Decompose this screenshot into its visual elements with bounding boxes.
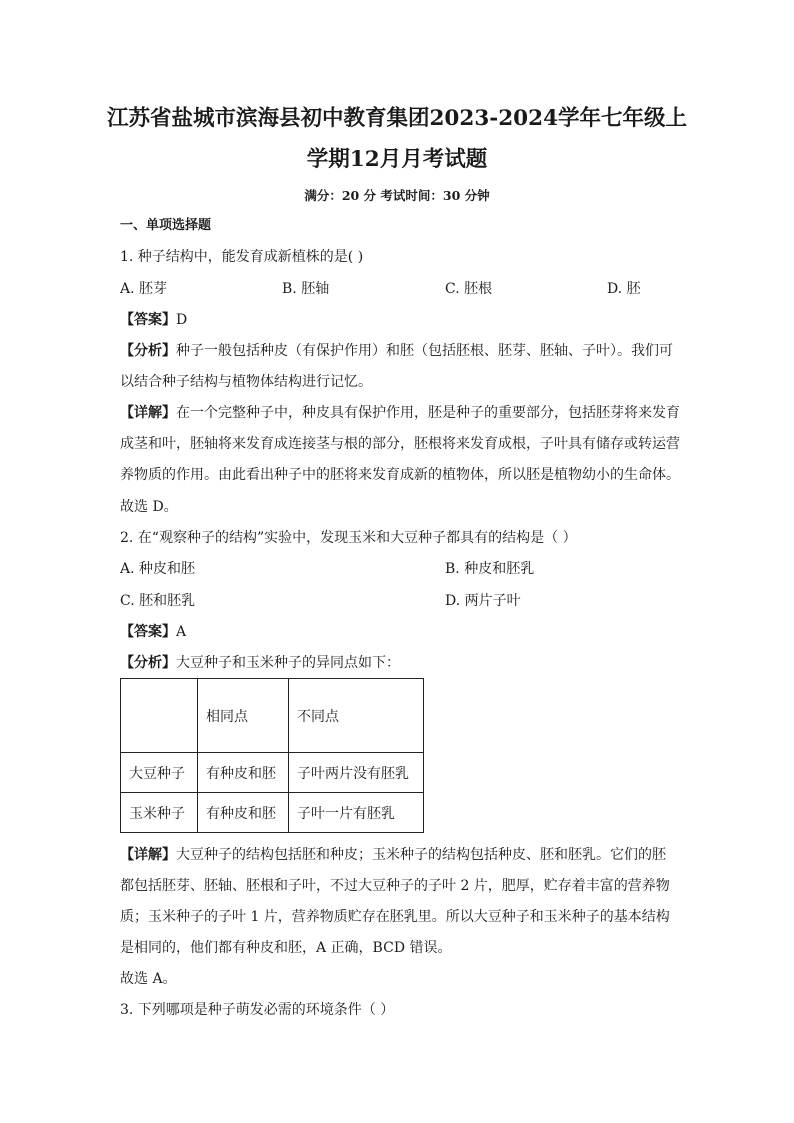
table-header-cell: 不同点 [289, 679, 424, 753]
table-cell: 子叶两片没有胚乳 [289, 753, 424, 793]
q2-detail-line-2: 都包括胚芽、胚轴、胚根和子叶，不过大豆种子的子叶 2 片，肥厚，贮存着丰富的营养物 [120, 878, 670, 894]
exam-title-line-1: 江苏省盐城市滨海县初中教育集团2023-2024学年七年级上 [106, 106, 688, 131]
answer-tag: 【答案】 [120, 312, 176, 328]
q1-detail-line-2: 成茎和叶，胚轴将来发育成连接茎与根的部分，胚根将来发育成根，子叶具有储存或转运营 [120, 436, 680, 452]
q1-option-c: C. 胚根 [445, 281, 493, 297]
q1-option-b: B. 胚轴 [282, 281, 330, 297]
detail-tag: 【详解】 [120, 405, 176, 421]
table-header-cell: 相同点 [198, 679, 289, 753]
table-row [121, 793, 424, 833]
q1-option-d: D. 胚 [607, 281, 641, 297]
table-header-row [121, 679, 424, 753]
q1-analysis-line-1 [120, 341, 673, 361]
q2-option-a: A. 种皮和胚 [120, 561, 196, 577]
exam-meta: 满分：20 分 考试时间：30 分钟 [304, 188, 490, 203]
q2-stem: 2. 在“观察种子的结构”实验中，发现玉米和大豆种子都具有的结构是（ ） [120, 530, 577, 546]
q1-analysis-line-2: 以结合种子结构与植物体结构进行记忆。 [120, 374, 372, 390]
exam-title-line-2: 学期12月月考试题 [306, 147, 488, 172]
analysis-text: 大豆种子和玉米种子的异同点如下： [176, 655, 400, 671]
q1-answer [120, 310, 187, 330]
analysis-tag: 【分析】 [120, 343, 176, 359]
table-row [121, 753, 424, 793]
q2-answer [120, 622, 186, 642]
answer-value: A [176, 624, 187, 640]
q2-detail-line-3: 质；玉米种子的子叶 1 片，营养物质贮存在胚乳里。所以大豆种子和玉米种子的基本结构 [120, 909, 670, 925]
table-cell: 有种皮和胚 [198, 793, 289, 833]
q2-analysis [120, 653, 400, 673]
answer-tag: 【答案】 [120, 624, 176, 640]
q2-option-b: B. 种皮和胚乳 [445, 561, 535, 577]
table-cell: 子叶一片有胚乳 [289, 793, 424, 833]
seed-comparison-table [120, 678, 424, 833]
q2-option-d: D. 两片子叶 [445, 593, 521, 609]
q1-detail-line-3: 养物质的作用。由此看出种子中的胚将来发育成新的植物体，所以胚是植物幼小的生命体。 [120, 467, 680, 483]
table-cell: 玉米种子 [121, 793, 198, 833]
detail-text: 大豆种子的结构包括胚和种皮；玉米种子的结构包括种皮、胚和胚乳。它们的胚 [176, 847, 666, 863]
q2-option-c: C. 胚和胚乳 [120, 593, 196, 609]
q3-stem: 3. 下列哪项是种子萌发必需的环境条件（ ） [120, 1002, 395, 1018]
q1-detail-line-1 [120, 403, 680, 423]
answer-value: D [176, 312, 188, 328]
analysis-text: 种子一般包括种皮（有保护作用）和胚（包括胚根、胚芽、胚轴、子叶）。我们可 [176, 343, 673, 359]
table-cell [121, 679, 198, 753]
detail-tag: 【详解】 [120, 847, 176, 863]
detail-text: 在一个完整种子中，种皮具有保护作用，胚是种子的重要部分，包括胚芽将来发育 [176, 405, 680, 421]
q1-option-a: A. 胚芽 [120, 281, 168, 297]
q2-detail-line-4: 是相同的，他们都有种皮和胚，A 正确，BCD 错误。 [120, 940, 452, 956]
q2-detail-line-1 [120, 845, 666, 865]
section-heading: 一、单项选择题 [120, 218, 212, 233]
table-cell: 有种皮和胚 [198, 753, 289, 793]
table-cell: 大豆种子 [121, 753, 198, 793]
q1-stem: 1. 种子结构中，能发育成新植株的是( ) [120, 249, 364, 265]
q2-conclusion: 故选 A。 [120, 971, 177, 987]
q1-conclusion: 故选 D。 [120, 499, 178, 515]
analysis-tag: 【分析】 [120, 655, 176, 671]
